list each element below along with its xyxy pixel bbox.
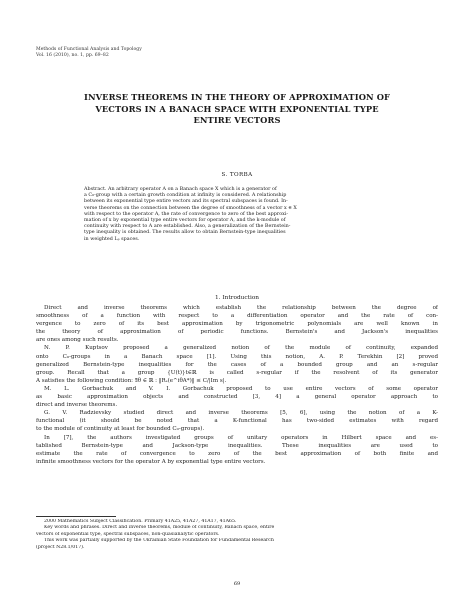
abstract-line: continuity with respect to A are established. Also, a generalization of the Bernstein-	[84, 223, 291, 230]
paper-title	[40, 92, 434, 127]
abstract-line: between its exponential type entire vectors and its spectral subspaces is found. In-	[84, 198, 288, 205]
abstract-line: in weighted Lₚ spaces.	[84, 235, 140, 242]
body-line: G. V. Radzievsky studied direct and inverse theorems [5, 6], using the notion of a K-	[44, 410, 438, 417]
footnote-line: This work was partially supported by the Ukrainian State Foundation for Fundamental Research	[44, 538, 274, 544]
body-line: tablished Bernstein-type and Jackson-type inequalities. These inequalities are used to	[36, 442, 438, 449]
body-line: to the module of continuity at least for bounded C₀-groups).	[36, 426, 205, 433]
page-number: 69	[233, 581, 241, 587]
footnotes	[36, 519, 438, 551]
body-line: direct and inverse theorems.	[36, 402, 118, 409]
body-line: M. L. Gorbachuk and V. I. Gorbachuk proposed to use entire vectors of some operator	[44, 385, 438, 392]
abstract-line: Abstract. An arbitrary operator A on a Banach space X which is a generator of	[84, 186, 277, 192]
section-heading: 1. Introduction	[214, 295, 260, 301]
running-head	[36, 47, 142, 59]
body-text	[36, 304, 438, 466]
abstract	[84, 186, 390, 242]
journal-volume: Vol. 16 (2010), no. 1, pp. 69–82	[36, 53, 109, 58]
author: S. TORBA	[221, 172, 253, 178]
title-line: ENTIRE VECTORS	[193, 115, 281, 125]
body-line: group. Recall that a group {U(t)}t∈ℝ is called s-regular if the resolvent of its generator	[36, 369, 438, 376]
footnote-line: Key words and phrases. Direct and inverse theorems, module of continuity, Banach space, entire	[44, 525, 275, 531]
footnote-rule	[36, 516, 116, 517]
body-line: infinite smoothness vectors for the operator A by exponential type entire vectors.	[36, 458, 266, 465]
abstract-line: mation of x by exponential type entire vectors for operator A, and the k-module of	[84, 217, 286, 224]
body-line: smoothness of a function with respect to a differentiation operator and the rate of con-	[36, 313, 438, 320]
body-line: estimate the rate of convergence to zero of the best approximation of both finite and	[36, 450, 438, 457]
body-line: functional (it should be noted that a K-functional has two-sided estimates with regard	[36, 418, 438, 425]
journal-name: Methods of Functional Analysis and Topology	[36, 47, 142, 52]
body-line: N. P. Kuptsov proposed a generalized notion of the module of continuity, expanded	[44, 345, 438, 352]
body-line: In [7], the authors investigated groups of unitary operators in Hilbert space and es-	[44, 434, 438, 441]
abstract-line: verse theorems on the connection between the degree of smoothness of a vector x ∈ X	[84, 204, 297, 211]
footnote-line: vectors of exponential type, spectral subspaces, non-quasianalytic operators.	[36, 531, 220, 537]
title-line: INVERSE THEOREMS IN THE THEORY OF APPROXIMATION OF	[83, 92, 391, 102]
body-line: as basic approximation objects and constructed [3, 4] a general operator approach to	[36, 394, 438, 401]
abstract-line: with respect to the operator A, the rate of convergence to zero of the best approxi-	[84, 210, 289, 217]
body-line: are ones among such results.	[36, 337, 119, 344]
body-line: Direct and inverse theorems which establish the relationship between the degree of	[44, 305, 438, 311]
body-line: onto C₀-groups in a Banach space [1]. Using this notion, A. P. Terekhin [2] proved	[36, 353, 438, 360]
footnote-line: (project N28.1/017).	[36, 544, 85, 550]
title-line: VECTORS IN A BANACH SPACE WITH EXPONENTIAL TYPE	[95, 103, 379, 114]
body-line: generalized Bernstein-type inequalities for the cases of a bounded group and an s-regular	[36, 361, 438, 368]
body-line: the theory of approximation of periodic functions. Bernstein's and Jackson's inequalities	[36, 329, 438, 336]
abstract-line: a C₀-group with a certain growth condition at infinity is considered. A relationship	[84, 192, 287, 199]
body-line: A satisfies the following condition: ∃θ ∈ ℝ : ‖Rₛ(e^iθA*)‖ ≤ C/|Im s|.	[36, 377, 227, 384]
body-line: vergence to zero of its best approximation by trigonometric polynomials are well known in	[36, 321, 438, 328]
abstract-line: type inequality is obtained. The results allow to obtain Bernstein-type inequalities	[84, 229, 286, 236]
footnote-line: 2000 Mathematics Subject Classification. Primary 41A25, 41A27, 41A17, 41A65.	[44, 519, 237, 524]
